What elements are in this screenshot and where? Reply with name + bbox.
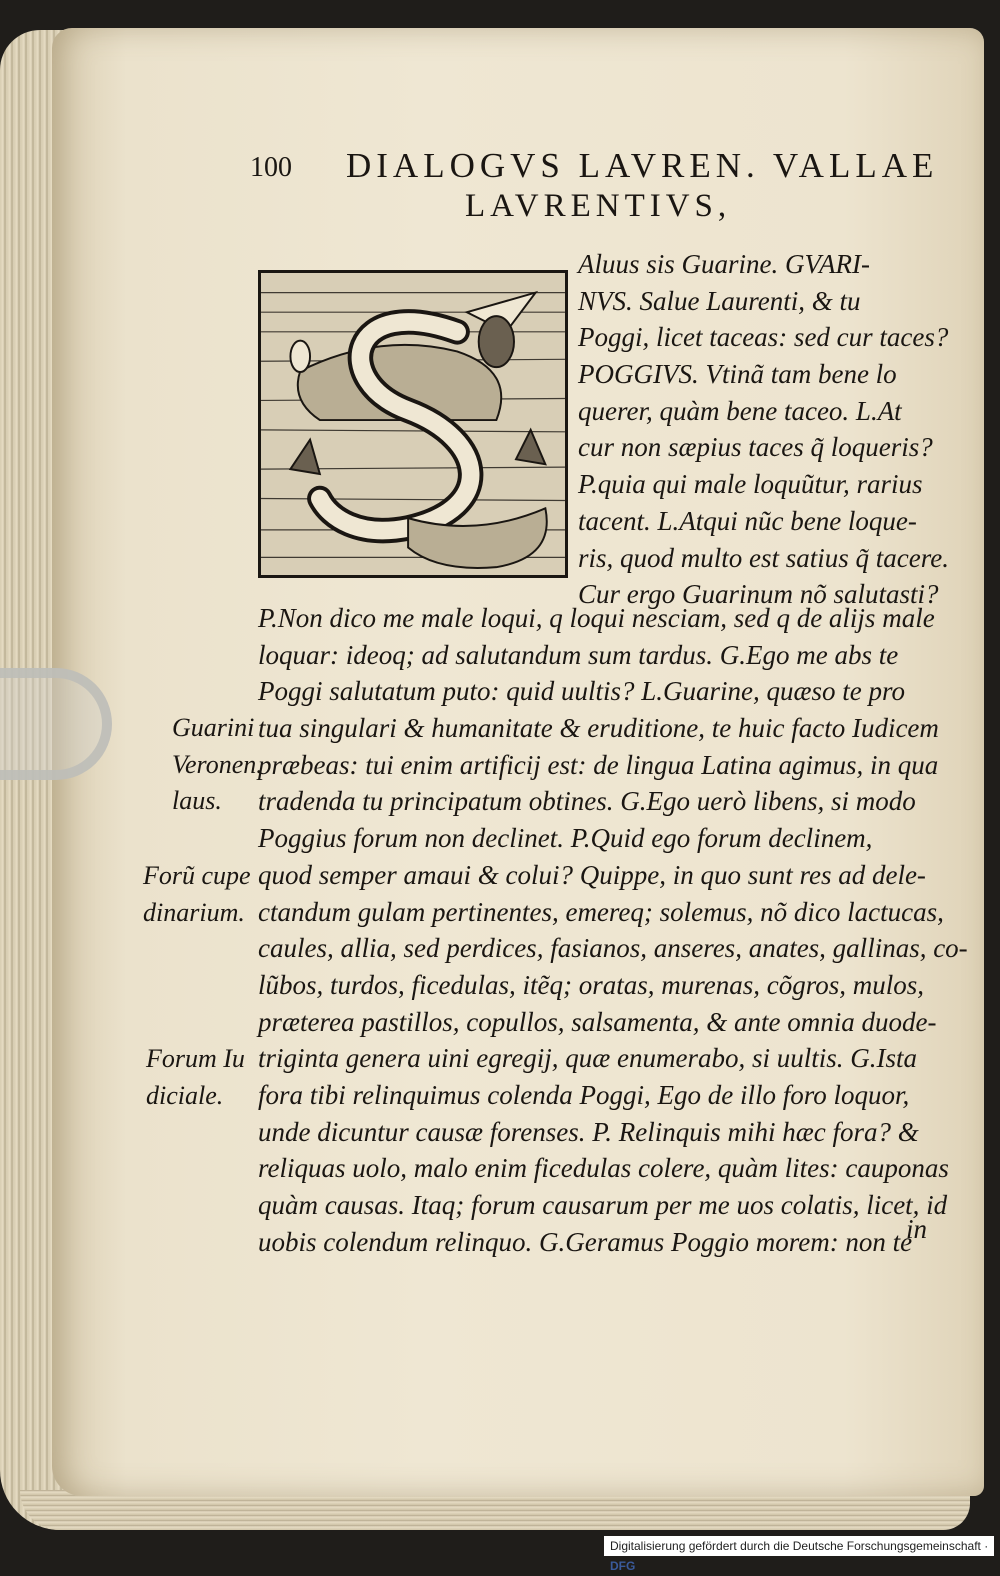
margin-note-line: Veronen. xyxy=(172,749,263,779)
text-line: loquar: ideoq; ad salutandum sum tardus. G.Ego me abs te xyxy=(258,639,899,670)
margin-note-guarini xyxy=(172,710,263,820)
page-stack-bottom xyxy=(20,1490,970,1530)
text-line: Poggi salutatum puto: quid uultis? L.Guarine, quæso te pro xyxy=(258,676,906,707)
margin-note-line: Forum Iu xyxy=(146,1044,245,1073)
page-clip xyxy=(0,668,112,780)
margin-note-line: laus. xyxy=(172,786,222,816)
text-line: Poggi, licet taceas: sed cur taces? xyxy=(578,322,949,353)
footer-text: Digitalisierung gefördert durch die Deutsche Forschungsgemeinschaft · xyxy=(610,1539,989,1553)
text-line: fora tibi relinquimus colenda Poggi, Ego de illo foro loquor, xyxy=(258,1079,910,1110)
text-line: Cur ergo Guarinum nõ salutasti? xyxy=(578,579,939,610)
text-line: POGGIVS. Vtinã tam bene lo xyxy=(578,359,897,390)
catchword: in xyxy=(906,1214,928,1244)
margin-note-forum-iudiciale xyxy=(146,1041,245,1114)
text-line: lũbos, turdos, ficedulas, itẽq; oratas, murenas, cõgros, mulos, xyxy=(258,969,924,1000)
text-line: NVS. Salue Laurenti, & tu xyxy=(578,285,861,316)
text-line: præterea pastillos, copullos, salsamenta, & ante omnia duode- xyxy=(258,1006,937,1037)
woodcut-initial-s-icon xyxy=(258,270,568,578)
text-line: reliquas uolo, malo enim ficedulas colere, quàm lites: cauponas xyxy=(258,1153,949,1184)
text-line: P.quia qui male loquũtur, rarius xyxy=(578,469,923,500)
margin-note-forum-cupedinarium xyxy=(143,858,251,931)
text-line: caules, allia, sed perdices, fasianos, anseres, anates, gallinas, co- xyxy=(258,933,968,964)
margin-note-line: dinarium. xyxy=(143,897,245,927)
margin-note-line: diciale. xyxy=(146,1080,224,1110)
text-line: præbeas: tui enim artificij est: de lingua Latina agimus, in qua xyxy=(258,749,939,780)
text-line: quod semper amaui & colui? Quippe, in quo sunt res ad dele- xyxy=(258,859,926,890)
text-line: Poggius forum non declinet. P.Quid ego forum declinem, xyxy=(258,823,873,854)
main-text-block xyxy=(258,600,968,1260)
text-line: querer, quàm bene taceo. L.At xyxy=(578,395,902,426)
text-line: cur non sæpius taces q̃ loqueris? xyxy=(578,432,933,463)
text-line: triginta genera uini egregij, quæ enumerabo, si uultis. G.Ista xyxy=(258,1043,917,1074)
text-line: tradenda tu principatum obtines. G.Ego uerò libens, si modo xyxy=(258,786,916,817)
text-line: quàm causas. Itaq; forum causarum per me uos colatis, licet, id xyxy=(258,1190,948,1220)
margin-note-line: Forũ cupe xyxy=(143,861,251,890)
text-beside-initial xyxy=(578,246,949,613)
digitization-footer xyxy=(604,1536,994,1573)
text-line: uobis colendum relinquo. G.Geramus Poggio morem: non te xyxy=(258,1226,913,1257)
page-number: 100 xyxy=(250,152,292,183)
text-line: ctandum gulam pertinentes, emereq; solemus, nõ dico lactucas, xyxy=(258,896,944,927)
text-line: tacent. L.Atqui nũc bene loque- xyxy=(578,505,917,536)
text-line: Aluus sis Guarine. GVARI- xyxy=(578,249,870,279)
text-line: tua singulari & humanitate & eruditione, te huic facto Iudicem xyxy=(258,713,939,744)
text-line: P.Non dico me male loqui, q loqui nesciam, sed q de alijs male xyxy=(258,603,935,633)
dfg-logo: DFG xyxy=(610,1559,636,1573)
text-line: unde dicuntur causæ forenses. P. Relinquis mihi hæc fora? & xyxy=(258,1116,919,1147)
speaker-heading: LAVRENTIVS, xyxy=(465,188,732,224)
text-line: ris, quod multo est satius q̃ tacere. xyxy=(578,542,949,573)
running-head-title: DIALOGVS LAVREN. VALLAE xyxy=(346,146,939,185)
margin-note-line: Guarini xyxy=(172,713,255,742)
